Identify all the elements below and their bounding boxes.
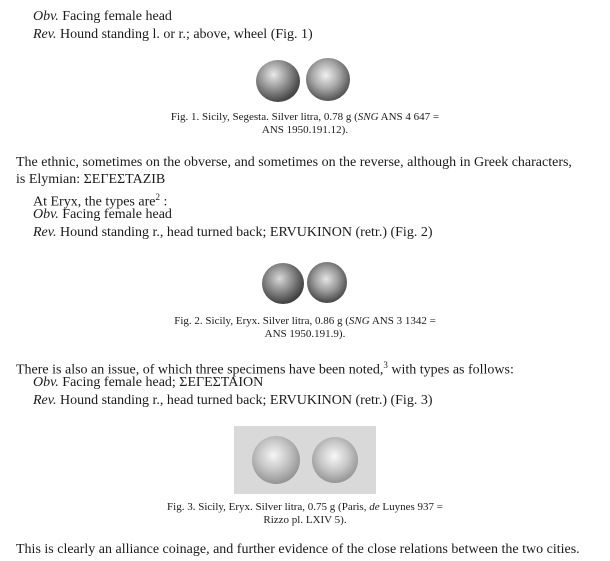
coin-reverse-1 <box>306 58 350 101</box>
coin-obverse-2 <box>262 263 304 304</box>
obv-label: Obv. <box>33 9 59 24</box>
figure-3-image <box>234 426 376 494</box>
figure-2-caption-line-2: ANS 1950.191.9). <box>264 328 346 340</box>
obv-line-3: Obv. Facing female head; ΣΕΓΕΣΤΑΙΟΝ <box>33 375 264 390</box>
figure-1-caption-line-2: ANS 1950.191.12). <box>261 124 349 136</box>
obv-line-1 <box>33 8 172 26</box>
coin-obverse-3 <box>252 436 300 484</box>
coin-reverse-2 <box>307 262 347 303</box>
figure-3-caption-line-1: Fig. 3. Sicily, Eryx. Silver litra, 0.75 g (Paris, de Luynes 937 = <box>167 501 443 513</box>
coin-obverse-1 <box>256 60 300 102</box>
para-3: This is clearly an alliance coinage, and further evidence of the close relations between the two cities. <box>16 542 580 557</box>
figure-1-caption-line-1: Fig. 1. Sicily, Segesta. Silver litra, 0.78 g (SNG ANS 4 647 = <box>170 111 440 123</box>
obv-line-2: Obv. Facing female head <box>33 207 172 222</box>
figure-2-image <box>262 262 346 304</box>
rev-text: Hound standing l. or r.; above, wheel (Fig. 1) <box>56 27 313 42</box>
para-1-line-1: The ethnic, sometimes on the obverse, and sometimes on the reverse, although in Greek characters, <box>16 155 572 170</box>
figure-1-image <box>256 58 350 102</box>
obv-text: Facing female head <box>58 9 172 24</box>
coin-reverse-3 <box>312 437 358 483</box>
para-1-line-2: is Elymian: ΣΕΓΕΣΤΑΖΙΒ <box>16 172 166 187</box>
figure-3-caption-line-2: Rizzo pl. LXIV 5). <box>263 514 347 526</box>
para-2: There is also an issue, of which three specimens have been noted,$^3$ with types as follows: <box>16 360 514 378</box>
rev-label: Rev. <box>33 27 57 42</box>
rev-line-1 <box>33 26 313 44</box>
rev-line-3: Rev. Hound standing r., head turned back; ERVUKINON (retr.) (Fig. 3) <box>33 393 433 408</box>
figure-2-caption-line-1: Fig. 2. Sicily, Eryx. Silver litra, 0.86 g (SNG ANS 3 1342 = <box>174 315 436 327</box>
eryx-types-line: At Eryx, the types are$^2$ : <box>33 192 168 210</box>
rev-line-2: Rev. Hound standing r., head turned back; ERVUKINON (retr.) (Fig. 2) <box>33 225 433 240</box>
